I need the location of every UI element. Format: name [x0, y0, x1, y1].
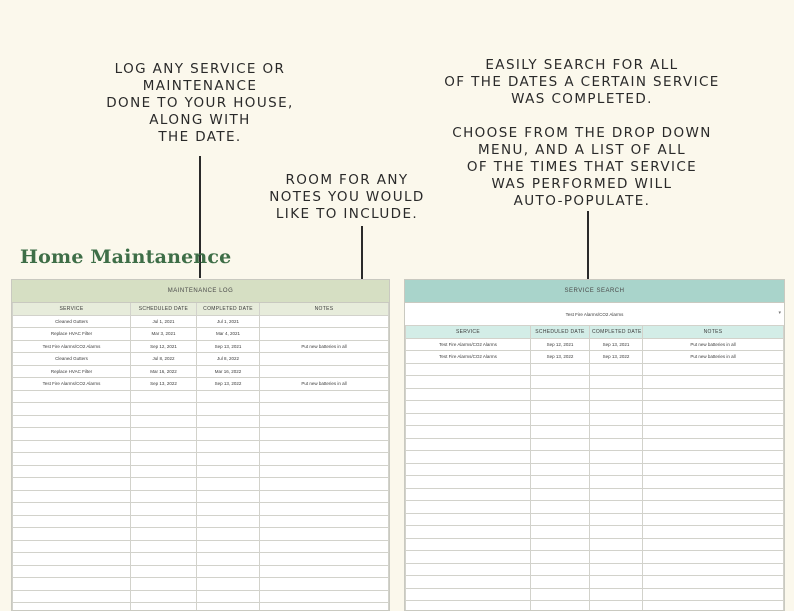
empty-table-row [406, 476, 784, 489]
cell-completed-date[interactable] [197, 540, 260, 553]
cell-scheduled-date[interactable]: Sep 13, 2022 [531, 351, 590, 364]
cell-notes[interactable] [643, 463, 784, 476]
cell-scheduled-date[interactable] [131, 528, 197, 541]
cell-notes[interactable] [260, 528, 389, 541]
cell-scheduled-date[interactable] [131, 440, 197, 453]
cell-scheduled-date[interactable] [131, 590, 197, 603]
cell-notes[interactable] [260, 315, 389, 328]
empty-table-row [13, 453, 389, 466]
cell-service[interactable]: Cleaned Gutters [13, 315, 131, 328]
cell-completed-date[interactable] [590, 476, 643, 489]
empty-table-row [406, 376, 784, 389]
cell-completed-date[interactable] [590, 526, 643, 539]
cell-notes[interactable]: Put new batteries in all [260, 340, 389, 353]
cell-service[interactable] [406, 551, 531, 564]
cell-completed-date[interactable]: Mar 16, 2022 [197, 365, 260, 378]
cell-notes[interactable] [260, 565, 389, 578]
cell-scheduled-date[interactable]: Sep 13, 2022 [131, 378, 197, 391]
cell-scheduled-date[interactable] [131, 603, 197, 611]
cell-completed-date[interactable]: Sep 13, 2021 [590, 338, 643, 351]
empty-table-row [406, 538, 784, 551]
cell-completed-date[interactable]: Sep 13, 2021 [197, 340, 260, 353]
cell-service[interactable] [406, 451, 531, 464]
cell-scheduled-date[interactable] [131, 415, 197, 428]
cell-notes[interactable] [643, 551, 784, 564]
maintenance-log-title: MAINTENANCE LOG [12, 280, 389, 303]
empty-table-row [13, 503, 389, 516]
table-row [13, 328, 389, 341]
cell-service[interactable] [13, 565, 131, 578]
empty-table-row [406, 438, 784, 451]
cell-service[interactable] [406, 538, 531, 551]
service-filter-selected: Test Fire Alarms/CO2 Alarms [566, 312, 624, 317]
cell-service[interactable]: Replace HVAC Filter [13, 328, 131, 341]
service-search-header-row [406, 326, 784, 338]
table-row [13, 353, 389, 366]
empty-table-row [406, 426, 784, 439]
cell-scheduled-date[interactable]: Mar 3, 2021 [131, 328, 197, 341]
column-header-scheduled-date[interactable]: SCHEDULED DATE [531, 326, 590, 338]
cell-service[interactable] [13, 490, 131, 503]
cell-scheduled-date[interactable] [531, 476, 590, 489]
empty-table-row [13, 490, 389, 503]
table-row [406, 338, 784, 351]
cell-service[interactable]: Test Fire Alarms/CO2 Alarms [406, 338, 531, 351]
cell-notes[interactable] [643, 438, 784, 451]
empty-table-row [406, 576, 784, 589]
cell-completed-date[interactable] [197, 528, 260, 541]
cell-scheduled-date[interactable] [131, 503, 197, 516]
empty-table-row [13, 578, 389, 591]
empty-table-row [406, 513, 784, 526]
cell-notes[interactable] [260, 490, 389, 503]
empty-table-row [13, 403, 389, 416]
cell-scheduled-date[interactable] [531, 438, 590, 451]
cell-notes[interactable] [260, 440, 389, 453]
maintenance-log-table [12, 303, 389, 611]
cell-completed-date[interactable] [197, 415, 260, 428]
cell-completed-date[interactable] [197, 590, 260, 603]
cell-notes[interactable] [260, 403, 389, 416]
maintenance-log-sheet [11, 279, 390, 611]
column-header-scheduled-date[interactable]: SCHEDULED DATE [131, 303, 197, 315]
cell-notes[interactable] [643, 601, 784, 611]
cell-completed-date[interactable]: Sep 13, 2022 [590, 351, 643, 364]
empty-table-row [406, 488, 784, 501]
cell-service[interactable] [13, 603, 131, 611]
cell-completed-date[interactable]: Jul 8, 2022 [197, 353, 260, 366]
cell-notes[interactable] [260, 365, 389, 378]
cell-scheduled-date[interactable]: Sep 12, 2021 [531, 338, 590, 351]
cell-notes[interactable] [643, 388, 784, 401]
cell-completed-date[interactable] [590, 413, 643, 426]
empty-table-row [406, 563, 784, 576]
cell-service[interactable] [406, 463, 531, 476]
cell-scheduled-date[interactable] [531, 601, 590, 611]
cell-service[interactable] [406, 476, 531, 489]
cell-notes[interactable]: Put new batteries in all [643, 351, 784, 364]
cell-notes[interactable] [260, 540, 389, 553]
cell-service[interactable] [406, 563, 531, 576]
cell-scheduled-date[interactable] [131, 490, 197, 503]
cell-scheduled-date[interactable] [531, 526, 590, 539]
cell-notes[interactable] [643, 576, 784, 589]
cell-completed-date[interactable] [197, 503, 260, 516]
cell-service[interactable] [13, 578, 131, 591]
cell-completed-date[interactable] [197, 565, 260, 578]
cell-service[interactable] [13, 528, 131, 541]
cell-completed-date[interactable] [590, 376, 643, 389]
cell-scheduled-date[interactable] [531, 551, 590, 564]
cell-completed-date[interactable] [590, 388, 643, 401]
table-row [406, 351, 784, 364]
cell-scheduled-date[interactable] [131, 565, 197, 578]
cell-service[interactable] [406, 363, 531, 376]
cell-scheduled-date[interactable] [131, 478, 197, 491]
empty-table-row [13, 528, 389, 541]
column-header-notes[interactable]: NOTES [260, 303, 389, 315]
chevron-down-icon[interactable]: ▾ [778, 310, 781, 316]
cell-notes[interactable] [260, 428, 389, 441]
empty-table-row [13, 515, 389, 528]
cell-scheduled-date[interactable] [531, 363, 590, 376]
cell-service[interactable] [13, 553, 131, 566]
cell-service[interactable] [406, 426, 531, 439]
cell-service[interactable] [13, 440, 131, 453]
cell-notes[interactable] [260, 603, 389, 611]
cell-completed-date[interactable] [590, 588, 643, 601]
column-header-service[interactable]: SERVICE [406, 326, 531, 338]
cell-notes[interactable] [260, 578, 389, 591]
cell-completed-date[interactable] [197, 515, 260, 528]
cell-scheduled-date[interactable] [531, 588, 590, 601]
maintenance-log-header-row [13, 303, 389, 315]
service-search-title: SERVICE SEARCH [405, 280, 784, 303]
cell-notes[interactable] [260, 453, 389, 466]
cell-service[interactable] [13, 515, 131, 528]
cell-completed-date[interactable] [590, 563, 643, 576]
cell-completed-date[interactable] [590, 501, 643, 514]
cell-service[interactable] [406, 601, 531, 611]
empty-table-row [406, 551, 784, 564]
cell-completed-date[interactable] [590, 551, 643, 564]
cell-service[interactable] [406, 588, 531, 601]
cell-service[interactable] [13, 415, 131, 428]
empty-table-row [13, 590, 389, 603]
cell-completed-date[interactable]: Mar 4, 2021 [197, 328, 260, 341]
empty-table-row [13, 478, 389, 491]
cell-notes[interactable] [260, 590, 389, 603]
cell-completed-date[interactable] [590, 401, 643, 414]
cell-scheduled-date[interactable] [531, 426, 590, 439]
cell-notes[interactable] [643, 526, 784, 539]
cell-scheduled-date[interactable]: Jul 8, 2022 [131, 353, 197, 366]
cell-scheduled-date[interactable] [131, 553, 197, 566]
cell-notes[interactable]: Put new batteries in all [643, 338, 784, 351]
cell-completed-date[interactable]: Jul 1, 2021 [197, 315, 260, 328]
cell-service[interactable]: Test Fire Alarms/CO2 Alarms [13, 378, 131, 391]
cell-notes[interactable] [643, 376, 784, 389]
cell-completed-date[interactable] [197, 440, 260, 453]
callout-log-service: LOG ANY SERVICE OR MAINTENANCE DONE TO YOUR HOUSE, ALONG WITH THE DATE. [100, 61, 300, 146]
cell-completed-date[interactable] [590, 576, 643, 589]
cell-completed-date[interactable] [590, 488, 643, 501]
cell-notes[interactable] [260, 328, 389, 341]
cell-scheduled-date[interactable] [131, 403, 197, 416]
cell-completed-date[interactable] [197, 478, 260, 491]
cell-service[interactable]: Test Fire Alarms/CO2 Alarms [13, 340, 131, 353]
cell-completed-date[interactable] [590, 538, 643, 551]
cell-service[interactable] [13, 390, 131, 403]
cell-scheduled-date[interactable] [131, 453, 197, 466]
cell-service[interactable] [406, 376, 531, 389]
cell-service[interactable]: Test Fire Alarms/CO2 Alarms [406, 351, 531, 364]
cell-service[interactable] [406, 526, 531, 539]
empty-table-row [13, 565, 389, 578]
cell-scheduled-date[interactable] [531, 563, 590, 576]
cell-scheduled-date[interactable] [131, 578, 197, 591]
empty-table-row [406, 413, 784, 426]
cell-scheduled-date[interactable] [531, 501, 590, 514]
column-header-completed-date[interactable]: COMPLETED DATE [590, 326, 643, 338]
cell-service[interactable] [13, 478, 131, 491]
callout-search-pointer-line [587, 211, 589, 279]
cell-notes[interactable] [643, 538, 784, 551]
empty-table-row [406, 388, 784, 401]
cell-notes[interactable] [260, 515, 389, 528]
cell-completed-date[interactable] [590, 438, 643, 451]
cell-notes[interactable] [643, 513, 784, 526]
empty-table-row [13, 390, 389, 403]
column-header-notes[interactable]: NOTES [643, 326, 784, 338]
cell-service[interactable] [13, 428, 131, 441]
cell-completed-date[interactable] [197, 490, 260, 503]
column-header-completed-date[interactable]: COMPLETED DATE [197, 303, 260, 315]
empty-table-row [13, 440, 389, 453]
cell-scheduled-date[interactable]: Jul 1, 2021 [131, 315, 197, 328]
cell-completed-date[interactable] [197, 553, 260, 566]
empty-table-row [406, 501, 784, 514]
column-header-service[interactable]: SERVICE [13, 303, 131, 315]
cell-service[interactable] [406, 513, 531, 526]
cell-service[interactable]: Cleaned Gutters [13, 353, 131, 366]
cell-notes[interactable]: Put new batteries in all [260, 378, 389, 391]
cell-service[interactable]: Replace HVAC Filter [13, 365, 131, 378]
cell-notes[interactable] [260, 553, 389, 566]
empty-table-row [13, 553, 389, 566]
cell-scheduled-date[interactable] [531, 388, 590, 401]
cell-scheduled-date[interactable] [531, 576, 590, 589]
cell-service[interactable] [13, 540, 131, 553]
empty-table-row [406, 526, 784, 539]
cell-service[interactable] [406, 576, 531, 589]
empty-table-row [13, 415, 389, 428]
cell-completed-date[interactable] [590, 463, 643, 476]
cell-scheduled-date[interactable] [531, 538, 590, 551]
callout-service-search: EASILY SEARCH FOR ALL OF THE DATES A CERTAIN SERVICE WAS COMPLETED. CHOOSE FROM THE DROP DOWN MENU, AND A LIST OF ALL OF THE TIMES THAT SERVICE WAS PERFORMED WILL AUTO-POPULATE. [432, 57, 732, 210]
maintenance-log-body [13, 315, 389, 611]
cell-service[interactable] [406, 401, 531, 414]
empty-table-row [406, 451, 784, 464]
cell-scheduled-date[interactable] [531, 451, 590, 464]
empty-table-row [13, 465, 389, 478]
cell-notes[interactable] [260, 465, 389, 478]
empty-table-row [406, 401, 784, 414]
cell-notes[interactable] [643, 451, 784, 464]
cell-notes[interactable] [260, 415, 389, 428]
cell-notes[interactable] [643, 476, 784, 489]
cell-scheduled-date[interactable] [131, 428, 197, 441]
cell-notes[interactable] [643, 588, 784, 601]
cell-completed-date[interactable] [590, 363, 643, 376]
callout-notes: ROOM FOR ANY NOTES YOU WOULD LIKE TO INCLUDE. [262, 172, 432, 223]
cell-scheduled-date[interactable] [531, 488, 590, 501]
cell-completed-date[interactable] [590, 451, 643, 464]
cell-notes[interactable] [260, 503, 389, 516]
service-filter-dropdown[interactable] [405, 303, 784, 326]
service-search-sheet [404, 279, 785, 611]
cell-notes[interactable] [260, 478, 389, 491]
cell-completed-date[interactable] [197, 453, 260, 466]
cell-notes[interactable] [643, 501, 784, 514]
empty-table-row [406, 588, 784, 601]
table-row [13, 378, 389, 391]
cell-service[interactable] [13, 503, 131, 516]
cell-service[interactable] [406, 488, 531, 501]
cell-service[interactable] [13, 453, 131, 466]
cell-service[interactable] [406, 388, 531, 401]
table-row [13, 315, 389, 328]
cell-notes[interactable] [643, 426, 784, 439]
cell-service[interactable] [406, 438, 531, 451]
table-row [13, 340, 389, 353]
empty-table-row [13, 428, 389, 441]
table-row [13, 365, 389, 378]
cell-service[interactable] [406, 501, 531, 514]
cell-scheduled-date[interactable]: Sep 12, 2021 [131, 340, 197, 353]
service-search-table [405, 326, 784, 611]
cell-scheduled-date[interactable] [531, 413, 590, 426]
cell-scheduled-date[interactable] [531, 401, 590, 414]
empty-table-row [406, 601, 784, 611]
cell-completed-date[interactable] [197, 390, 260, 403]
cell-notes[interactable] [643, 563, 784, 576]
cell-service[interactable] [13, 465, 131, 478]
cell-completed-date[interactable] [197, 578, 260, 591]
cell-completed-date[interactable] [197, 603, 260, 611]
cell-scheduled-date[interactable] [531, 463, 590, 476]
cell-scheduled-date[interactable] [131, 390, 197, 403]
cell-completed-date[interactable] [590, 513, 643, 526]
cell-completed-date[interactable] [197, 465, 260, 478]
cell-notes[interactable] [643, 363, 784, 376]
cell-notes[interactable] [643, 413, 784, 426]
cell-completed-date[interactable] [197, 428, 260, 441]
cell-scheduled-date[interactable] [131, 465, 197, 478]
cell-scheduled-date[interactable] [131, 540, 197, 553]
empty-table-row [406, 363, 784, 376]
cell-completed-date[interactable]: Sep 13, 2022 [197, 378, 260, 391]
service-search-body [406, 338, 784, 611]
cell-service[interactable] [13, 403, 131, 416]
cell-scheduled-date[interactable] [531, 376, 590, 389]
page-title: Home Maintanence [20, 246, 231, 268]
cell-notes[interactable] [643, 488, 784, 501]
cell-scheduled-date[interactable] [131, 515, 197, 528]
cell-notes[interactable] [260, 390, 389, 403]
cell-notes[interactable] [260, 353, 389, 366]
cell-service[interactable] [13, 590, 131, 603]
cell-service[interactable] [406, 413, 531, 426]
empty-table-row [406, 463, 784, 476]
empty-table-row [13, 603, 389, 611]
cell-scheduled-date[interactable]: Mar 16, 2022 [131, 365, 197, 378]
cell-completed-date[interactable] [590, 426, 643, 439]
empty-table-row [13, 540, 389, 553]
cell-notes[interactable] [643, 401, 784, 414]
cell-scheduled-date[interactable] [531, 513, 590, 526]
cell-completed-date[interactable] [197, 403, 260, 416]
cell-completed-date[interactable] [590, 601, 643, 611]
